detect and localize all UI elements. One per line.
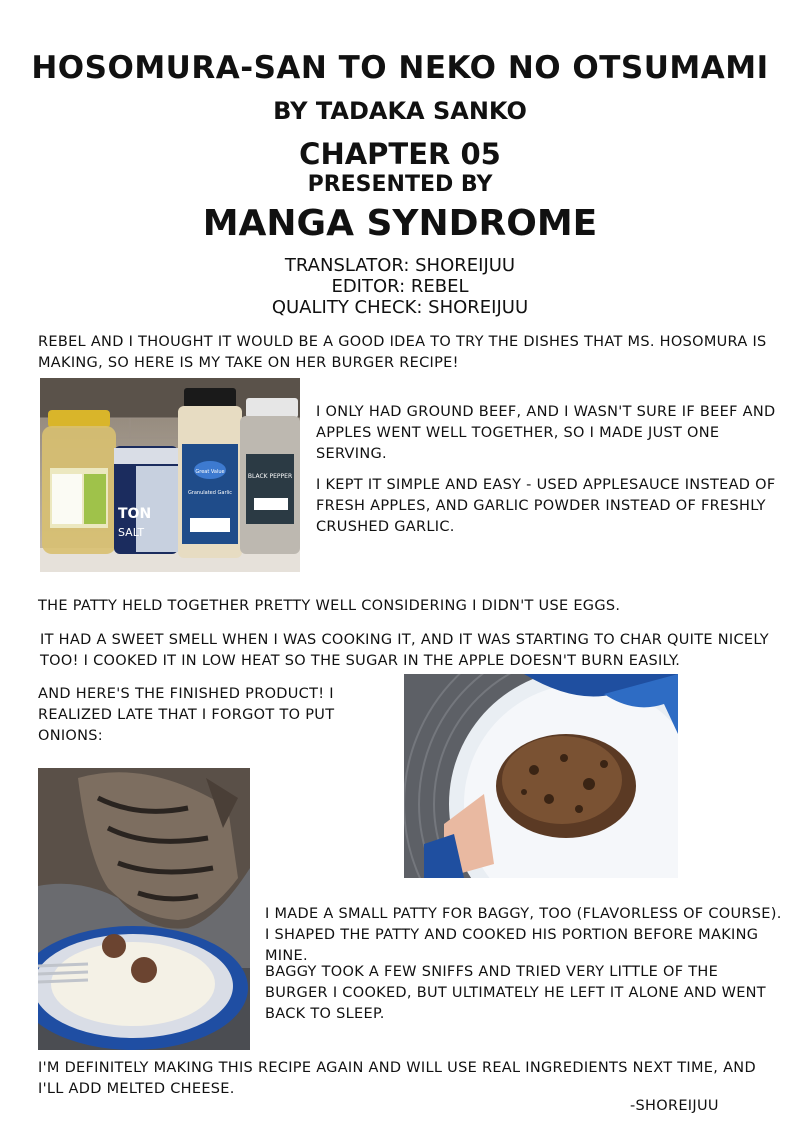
burger-photo xyxy=(404,674,678,878)
author-line: BY TADAKA SANKO xyxy=(273,97,527,125)
smell-paragraph: IT HAD A SWEET SMELL WHEN I WAS COOKING IT, AND IT WAS STARTING TO CHAR QUITE NICELY TOO! I COOKED IT IN LOW HEAT SO THE SUGAR IN THE APPLE DOESN'T BURN EASILY. xyxy=(40,632,769,669)
simple-paragraph: I KEPT IT SIMPLE AND EASY - USED APPLESAUCE INSTEAD OF FRESH APPLES, AND GARLIC POWDER INSTEAD OF FRESHLY CRUSHED GARLIC. xyxy=(316,477,776,535)
baggy-paragraph-2: BAGGY TOOK A FEW SNIFFS AND TRIED VERY LITTLE OF THE BURGER I COOKED, BUT ULTIMATELY HE LEFT IT ALONE AND WENT BACK TO SLEEP. xyxy=(265,964,766,1022)
cat-photo xyxy=(38,768,250,1050)
closing-paragraph: I'M DEFINITELY MAKING THIS RECIPE AGAIN AND WILL USE REAL INGREDIENTS NEXT TIME, AND I'LL ADD MELTED CHEESE. xyxy=(38,1060,756,1097)
garlic-type-label: Granulated Garlic xyxy=(187,490,233,496)
editor-credit: EDITOR: REBEL xyxy=(331,276,469,297)
salt-word-label: SALT xyxy=(118,526,145,539)
series-title: HOSOMURA-SAN TO NEKO NO OTSUMAMI xyxy=(31,50,769,86)
intro-paragraph: REBEL AND I THOUGHT IT WOULD BE A GOOD IDEA TO TRY THE DISHES THAT MS. HOSOMURA IS MAKING, SO HERE IS MY TAKE ON HER BURGER RECIPE! xyxy=(38,334,767,371)
finished-paragraph: AND HERE'S THE FINISHED PRODUCT! I REALIZED LATE THAT I FORGOT TO PUT ONIONS: xyxy=(38,686,335,744)
ingredients-photo xyxy=(40,378,300,572)
baggy-paragraph-1: I MADE A SMALL PATTY FOR BAGGY, TOO (FLAVORLESS OF COURSE). I SHAPED THE PATTY AND COOKED HIS PORTION BEFORE MAKING MINE. xyxy=(265,906,782,964)
chapter-title: CHAPTER 05 xyxy=(299,137,501,171)
pepper-label: BLACK PEPPER xyxy=(247,473,293,480)
translator-credit: TRANSLATOR: SHOREIJUU xyxy=(284,255,516,276)
presented-by: PRESENTED BY xyxy=(307,172,493,197)
salt-brand-label: TON xyxy=(118,506,152,522)
garlic-brand-label: Great Value xyxy=(195,469,225,475)
group-name: MANGA SYNDROME xyxy=(202,203,598,244)
patty-paragraph: THE PATTY HELD TOGETHER PRETTY WELL CONSIDERING I DIDN'T USE EGGS. xyxy=(38,598,621,614)
beef-paragraph: I ONLY HAD GROUND BEEF, AND I WASN'T SURE IF BEEF AND APPLES WENT WELL TOGETHER, SO I MADE JUST ONE SERVING. xyxy=(316,404,776,462)
signature: -SHOREIJUU xyxy=(630,1098,719,1114)
quality-check-credit: QUALITY CHECK: SHOREIJUU xyxy=(271,297,529,318)
